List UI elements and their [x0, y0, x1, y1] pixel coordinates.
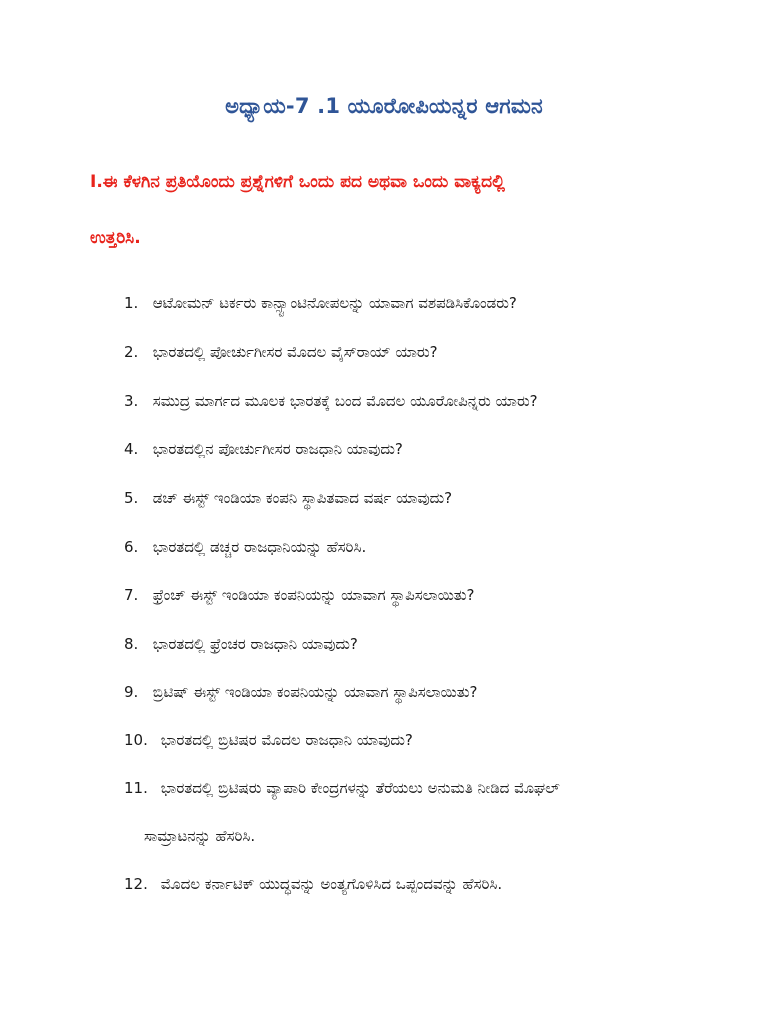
question-item-8 [124, 632, 358, 656]
question-number: 11. [124, 779, 148, 797]
question-text: ಭಾರತದಲ್ಲಿ ಬ್ರಿಟಿಷರ ಮೊದಲ ರಾಜಧಾನಿ ಯಾವುದು? [160, 731, 413, 749]
question-number: 2. [124, 343, 139, 361]
question-item-9 [124, 680, 477, 704]
question-item-6 [124, 535, 366, 559]
question-number: 5. [124, 489, 139, 507]
question-text: ಭಾರತದಲ್ಲಿ ಬ್ರಿಟಿಷರು ವ್ಯಾಪಾರಿ ಕೇಂದ್ರಗಳನ್ನು ತೆರೆಯಲು ಅನುಮತಿ ನೀಡಿದ ಮೊಘಲ್ [160, 779, 560, 797]
question-text: ಬ್ರಿಟಿಷ್ ಈಸ್ಟ್ ಇಂಡಿಯಾ ಕಂಪನಿಯನ್ನು ಯಾವಾಗ ಸ್ಥಾಪಿಸಲಾಯಿತು? [152, 683, 478, 701]
question-number: 6. [124, 538, 139, 556]
question-item-12 [124, 872, 502, 896]
question-number: 1. [124, 294, 139, 312]
question-item-1 [124, 291, 517, 315]
question-text: ಸಮುದ್ರ ಮಾರ್ಗದ ಮೂಲಕ ಭಾರತಕ್ಕೆ ಬಂದ ಮೊದಲ ಯೂರೋಪಿನ್ನರು ಯಾರು? [152, 392, 538, 410]
question-item-4 [124, 437, 403, 461]
question-text: ಫ್ರೆಂಚ್ ಈಸ್ಟ್ ಇಂಡಿಯಾ ಕಂಪನಿಯನ್ನು ಯಾವಾಗ ಸ್ಥಾಪಿಸಲಾಯಿತು? [152, 586, 475, 604]
question-item-11-continuation: ಸಾಮ್ರಾಟನನ್ನು ಹೆಸರಿಸಿ. [144, 827, 256, 845]
question-number: 3. [124, 392, 139, 410]
section-heading-line2: ಉತ್ತರಿಸಿ. [90, 228, 141, 248]
question-text: ಭಾರತದಲ್ಲಿ ಫ್ರೆಂಚರ ರಾಜಧಾನಿ ಯಾವುದು? [152, 635, 358, 653]
question-number: 9. [124, 683, 139, 701]
question-text: ಡಚ್ ಈಸ್ಟ್ ಇಂಡಿಯಾ ಕಂಪನಿ ಸ್ಥಾಪಿತವಾದ ವರ್ಷ ಯಾವುದು? [152, 489, 453, 507]
question-item-2 [124, 340, 438, 364]
question-item-11 [124, 776, 560, 800]
question-number: 12. [124, 875, 148, 893]
question-text: ಭಾರತದಲ್ಲಿನ ಪೋರ್ಚುಗೀಸರ ರಾಜಧಾನಿ ಯಾವುದು? [152, 440, 403, 458]
question-text: ಭಾರತದಲ್ಲಿ ಡಚ್ಚರ ರಾಜಧಾನಿಯನ್ನು ಹೆಸರಿಸಿ. [152, 538, 367, 556]
page-title: ಅಧ್ಯಾಯ-7 .1 ಯೂರೋಪಿಯನ್ನರ ಆಗಮನ [225, 94, 543, 118]
question-number: 8. [124, 635, 139, 653]
question-item-10 [124, 728, 413, 752]
question-text: ಆಟೋಮನ್ ಟರ್ಕರು ಕಾನ್ಸ್ಟಾಂಟಿನೋಪಲನ್ನು ಯಾವಾಗ ವಶಪಡಿಸಿಕೊಂಡರು? [152, 294, 517, 312]
question-number: 7. [124, 586, 139, 604]
question-item-3 [124, 389, 538, 413]
question-item-7 [124, 583, 475, 607]
section-heading-line1: I.ಈ ಕೆಳಗಿನ ಪ್ರತಿಯೊಂದು ಪ್ರಶ್ನೆಗಳಿಗೆ ಒಂದು ಪದ ಅಥವಾ ಒಂದು ವಾಕ್ಯದಲ್ಲಿ [90, 172, 505, 192]
question-number: 10. [124, 731, 148, 749]
question-item-5 [124, 486, 452, 510]
question-text: ಮೊದಲ ಕರ್ನಾಟಿಕ್ ಯುದ್ಧವನ್ನು ಅಂತ್ಯಗೊಳಿಸಿದ ಒಪ್ಪಂದವನ್ನು ಹೆಸರಿಸಿ. [160, 875, 503, 893]
question-text: ಭಾರತದಲ್ಲಿ ಪೋರ್ಚುಗೀಸರ ಮೊದಲ ವೈಸ್‌ರಾಯ್ ಯಾರು? [152, 343, 438, 361]
question-number: 4. [124, 440, 139, 458]
